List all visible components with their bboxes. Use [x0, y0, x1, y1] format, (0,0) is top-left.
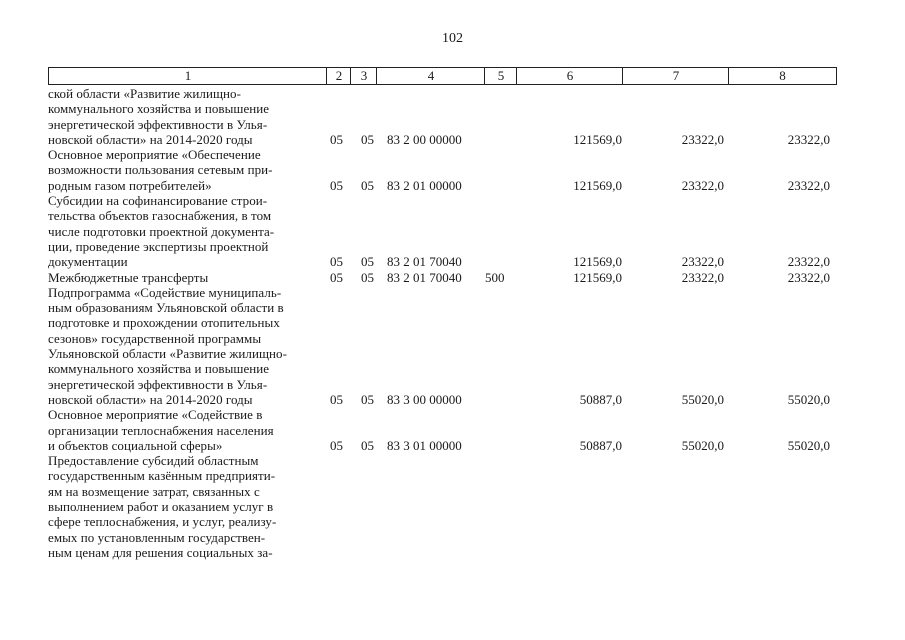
desc-line: новской области» на 2014-2020 годы	[48, 391, 253, 407]
cell-target-code: 83 3 01 00000	[387, 437, 462, 453]
table-row	[48, 270, 838, 285]
table-row	[48, 453, 838, 560]
table-body	[48, 86, 838, 560]
cell-section: 05	[330, 254, 343, 270]
cell-section: 05	[330, 391, 343, 407]
table-row	[48, 86, 838, 147]
cell-subsection: 05	[361, 177, 374, 193]
desc-line: коммунального хозяйства и повышение	[48, 361, 270, 377]
header-col-1: 1	[48, 67, 327, 85]
cell-section: 05	[330, 177, 343, 193]
row-description	[48, 86, 323, 147]
cell-subsection: 05	[361, 131, 374, 147]
header-col-5: 5	[484, 67, 517, 85]
cell-amount-year3: 55020,0	[787, 437, 830, 453]
desc-line: Межбюджетные трансферты	[48, 269, 209, 285]
cell-target-code: 83 3 00 00000	[387, 391, 462, 407]
header-col-3: 3	[350, 67, 377, 85]
desc-line: тельства объектов газоснабжения, в том	[48, 208, 272, 224]
row-description	[48, 285, 323, 407]
row-description	[48, 270, 323, 285]
desc-line: ской области «Развитие жилищно-	[48, 86, 241, 101]
cell-amount-year2: 23322,0	[681, 131, 724, 147]
desc-line: возможности пользования сетевым при-	[48, 162, 273, 178]
desc-line: ным ценам для решения социальных за-	[48, 544, 273, 560]
cell-amount-year2: 55020,0	[681, 391, 724, 407]
desc-line: родным газом потребителей»	[48, 177, 212, 193]
row-description	[48, 407, 323, 453]
desc-line: и объектов социальной сферы»	[48, 437, 223, 453]
desc-line: коммунального хозяйства и повышение	[48, 101, 270, 117]
cell-amount-year1: 121569,0	[573, 177, 622, 193]
cell-amount-year2: 23322,0	[681, 254, 724, 270]
cell-target-code: 83 2 01 70040	[387, 254, 462, 270]
desc-line: подготовке и прохождении отопительных	[48, 315, 280, 331]
desc-line: новской области» на 2014-2020 годы	[48, 131, 253, 147]
desc-line: документации	[48, 254, 128, 270]
desc-line: ям на возмещение затрат, связанных с	[48, 483, 260, 499]
cell-amount-year2: 23322,0	[681, 177, 724, 193]
desc-line: числе подготовки проектной документа-	[48, 223, 275, 239]
desc-line: организации теплоснабжения населения	[48, 422, 274, 438]
table-row	[48, 407, 838, 453]
table-row	[48, 285, 838, 407]
header-col-6: 6	[516, 67, 623, 85]
cell-amount-year3: 23322,0	[787, 254, 830, 270]
desc-line: энергетической эффективности в Улья-	[48, 376, 268, 392]
cell-amount-year3: 23322,0	[787, 269, 830, 285]
header-col-8: 8	[728, 67, 837, 85]
cell-expense-type: 500	[485, 269, 505, 285]
desc-line: Ульяновской области «Развитие жилищно-	[48, 346, 287, 362]
cell-amount-year3: 23322,0	[787, 177, 830, 193]
header-col-7: 7	[622, 67, 729, 85]
cell-amount-year1: 50887,0	[579, 437, 622, 453]
cell-amount-year2: 55020,0	[681, 437, 724, 453]
desc-line: Подпрограмма «Содействие муниципаль-	[48, 284, 282, 300]
row-description	[48, 193, 323, 269]
cell-amount-year1: 121569,0	[573, 254, 622, 270]
desc-line: энергетической эффективности в Улья-	[48, 116, 268, 132]
desc-line: Основное мероприятие «Содействие в	[48, 407, 263, 423]
cell-subsection: 05	[361, 391, 374, 407]
cell-target-code: 83 2 01 00000	[387, 177, 462, 193]
cell-target-code: 83 2 01 70040	[387, 269, 462, 285]
desc-line: сезонов» государственной программы	[48, 330, 262, 346]
desc-line: ным образованиям Ульяновской области в	[48, 300, 284, 316]
cell-amount-year3: 55020,0	[787, 391, 830, 407]
cell-section: 05	[330, 131, 343, 147]
table-header	[48, 67, 837, 85]
desc-line: выполнением работ и оказанием услуг в	[48, 499, 274, 515]
desc-line: Предоставление субсидий областным	[48, 453, 259, 469]
table-row	[48, 147, 838, 193]
cell-target-code: 83 2 00 00000	[387, 131, 462, 147]
desc-line: государственным казённым предприяти-	[48, 468, 276, 484]
cell-subsection: 05	[361, 437, 374, 453]
cell-amount-year2: 23322,0	[681, 269, 724, 285]
desc-line: сфере теплоснабжения, и услуг, реализу-	[48, 514, 277, 530]
cell-amount-year1: 121569,0	[573, 131, 622, 147]
desc-line: емых по установленным государствен-	[48, 529, 266, 545]
header-col-4: 4	[376, 67, 485, 85]
header-col-2: 2	[326, 67, 351, 85]
page-number: 102	[442, 31, 463, 46]
cell-section: 05	[330, 269, 343, 285]
table-row	[48, 193, 838, 269]
cell-subsection: 05	[361, 269, 374, 285]
row-description	[48, 453, 323, 560]
row-description	[48, 147, 323, 193]
cell-subsection: 05	[361, 254, 374, 270]
desc-line: Субсидии на софинансирование строи-	[48, 193, 268, 209]
desc-line: Основное мероприятие «Обеспечение	[48, 147, 261, 163]
cell-amount-year1: 50887,0	[579, 391, 622, 407]
cell-section: 05	[330, 437, 343, 453]
desc-line: ции, проведение экспертизы проектной	[48, 238, 269, 254]
cell-amount-year1: 121569,0	[573, 269, 622, 285]
cell-amount-year3: 23322,0	[787, 131, 830, 147]
